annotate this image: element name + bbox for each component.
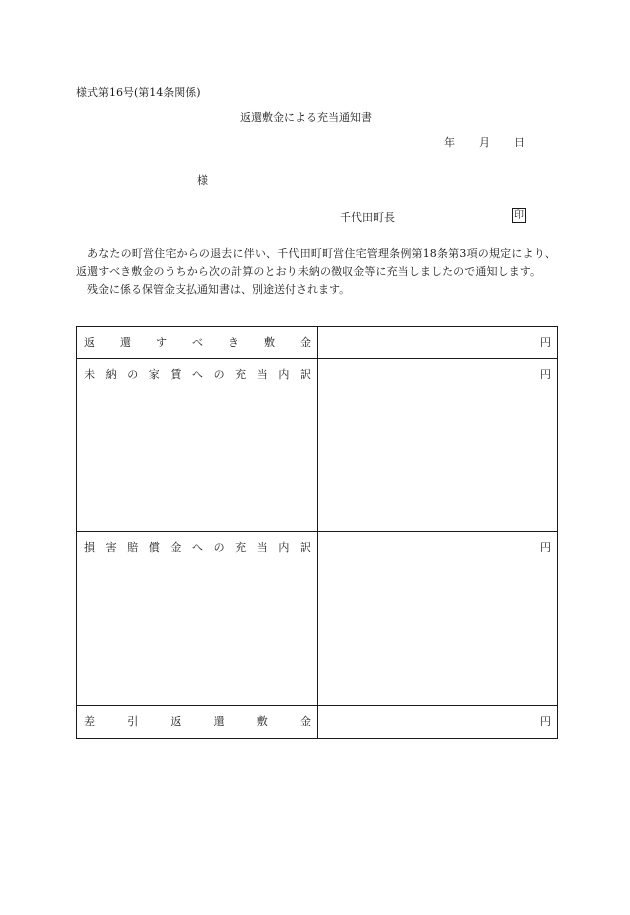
label-char: 内: [278, 368, 290, 381]
addressee-suffix: 様: [197, 174, 208, 187]
label-char: す: [156, 336, 167, 349]
document-title: 返還敷金による充当通知書: [240, 111, 372, 124]
label-char: 敷: [264, 336, 275, 349]
label-char: 償: [148, 541, 160, 554]
amount-cell-net-refund: [318, 706, 558, 739]
row-label-refund-deposit: [77, 327, 317, 350]
label-char: 充: [235, 368, 247, 381]
body-text: [76, 245, 556, 299]
row-label-damages: [77, 532, 317, 555]
row-label-net-refund: [77, 706, 317, 729]
label-char: 敷: [256, 715, 268, 728]
label-char: へ: [191, 368, 203, 381]
label-char: 害: [105, 541, 117, 554]
form-number: 様式第16号(第14条関係): [76, 86, 201, 99]
row-label-cell: [77, 706, 318, 739]
label-char: 賠: [127, 541, 139, 554]
label-char: 引: [127, 715, 139, 728]
table-row: [77, 327, 558, 359]
refund-allocation-table: [76, 326, 558, 739]
unit-label: 円: [540, 541, 551, 554]
label-char: 充: [235, 541, 247, 554]
label-char: 賃: [170, 368, 182, 381]
label-char: 金: [170, 541, 182, 554]
date-month-label: 月: [479, 136, 490, 149]
date-year-label: 年: [444, 136, 455, 149]
label-char: 訳: [299, 541, 311, 554]
table-row: [77, 359, 558, 532]
label-char: へ: [191, 541, 203, 554]
table-row: [77, 532, 558, 706]
label-char: 還: [120, 336, 131, 349]
label-char: 訳: [299, 368, 311, 381]
issuer-name: 千代田町長: [340, 211, 395, 224]
amount-cell-unpaid-rent: [318, 359, 558, 532]
label-char: の: [213, 541, 225, 554]
unit-label: 円: [540, 715, 551, 728]
amount-cell-damages: [318, 532, 558, 706]
label-char: べ: [192, 336, 203, 349]
label-char: の: [127, 368, 139, 381]
body-paragraph-1: あなたの町営住宅からの退去に伴い、千代田町町営住宅管理条例第18条第3項の規定により、返還すべき敷金のうちから次の計算のとおり未納の徴収金等に充当しましたので通知します。: [76, 247, 556, 278]
label-char: 納: [105, 368, 117, 381]
label-char: 当: [256, 368, 268, 381]
row-label-cell: [77, 359, 318, 532]
label-char: 還: [213, 715, 225, 728]
label-char: 返: [170, 715, 182, 728]
label-char: の: [213, 368, 225, 381]
label-char: 当: [256, 541, 268, 554]
label-char: 家: [148, 368, 160, 381]
row-label-cell: [77, 532, 318, 706]
label-char: 金: [299, 715, 311, 728]
date-day-label: 日: [514, 136, 525, 149]
label-char: き: [228, 336, 239, 349]
table-row: [77, 706, 558, 739]
amount-cell-refund-deposit: [318, 327, 558, 359]
unit-label: 円: [540, 368, 551, 381]
seal-mark: 印: [514, 210, 524, 221]
label-char: 内: [278, 541, 290, 554]
body-paragraph-2: 残金に係る保管金支払通知書は、別途送付されます。: [87, 283, 351, 296]
label-char: 差: [84, 715, 95, 728]
unit-label: 円: [540, 336, 551, 349]
label-char: 返: [84, 336, 95, 349]
row-label-cell: [77, 327, 318, 359]
label-char: 金: [300, 336, 311, 349]
label-char: 損: [84, 541, 95, 554]
row-label-unpaid-rent: [77, 359, 317, 382]
date-line: [444, 134, 525, 150]
label-char: 未: [84, 368, 95, 381]
